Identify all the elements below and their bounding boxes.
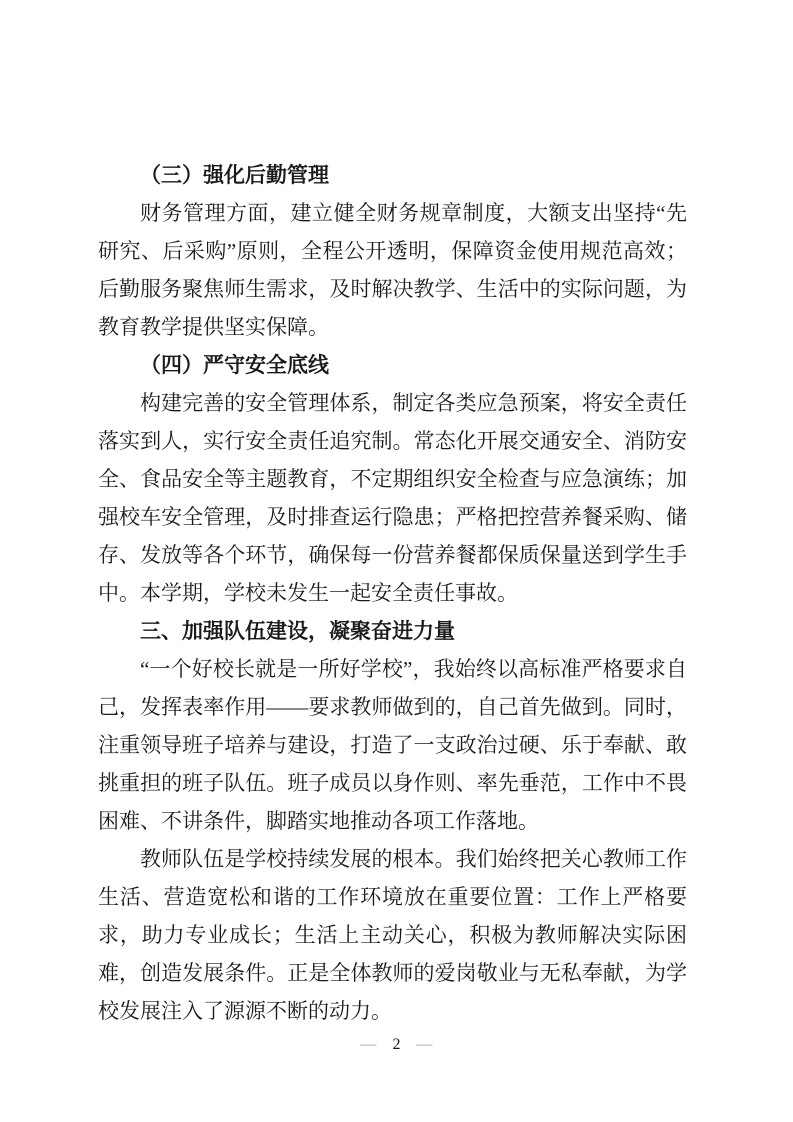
section-heading: 三、加强队伍建设，凝聚奋进力量 xyxy=(140,619,455,643)
footer-left-dash: — xyxy=(360,1036,377,1053)
page-number: 2 xyxy=(392,1036,401,1053)
body-paragraph: 教师队伍是学校持续发展的根本。我们始终把关心教师工作生活、营造宽松和谐的工作环境放在重要位置：工作上严格要求，助力专业成长；生活上主动关心，积极为教师解决实际困难，创造发展条件。正是全体教师的爱岗敬业与无私奉献，为学校发展注入了源源不断的动力。 xyxy=(98,847,687,1023)
section-heading: （四）严守安全底线 xyxy=(140,353,329,377)
body-paragraph: 财务管理方面，建立健全财务规章制度，大额支出坚持“先研究、后采购”原则，全程公开透明，保障资金使用规范高效；后勤服务聚焦师生需求，及时解决教学、生活中的实际问题，为教育教学提供坚实保障。 xyxy=(98,201,687,339)
body-paragraph: 构建完善的安全管理体系，制定各类应急预案，将安全责任落实到人，实行安全责任追究制。常态化开展交通安全、消防安全、食品安全等主题教育，不定期组织安全检查与应急演练；加强校车安全管理，及时排查运行隐患；严格把控营养餐采购、储存、发放等各个环节，确保每一份营养餐都保质保量送到学生手中。本学期，学校未发生一起安全责任事故。 xyxy=(98,391,687,605)
document-body xyxy=(98,156,687,1030)
section-heading: （三）强化后勤管理 xyxy=(140,163,329,187)
footer-right-dash: — xyxy=(416,1036,433,1053)
page-footer xyxy=(0,1034,793,1056)
body-paragraph: “一个好校长就是一所好学校”，我始终以高标准严格要求自己，发挥表率作用——要求教师做到的，自己首先做到。同时，注重领导班子培养与建设，打造了一支政治过硬、乐于奉献、敢挑重担的班子队伍。班子成员以身作则、率先垂范，工作中不畏困难、不讲条件，脚踏实地推动各项工作落地。 xyxy=(98,657,687,833)
